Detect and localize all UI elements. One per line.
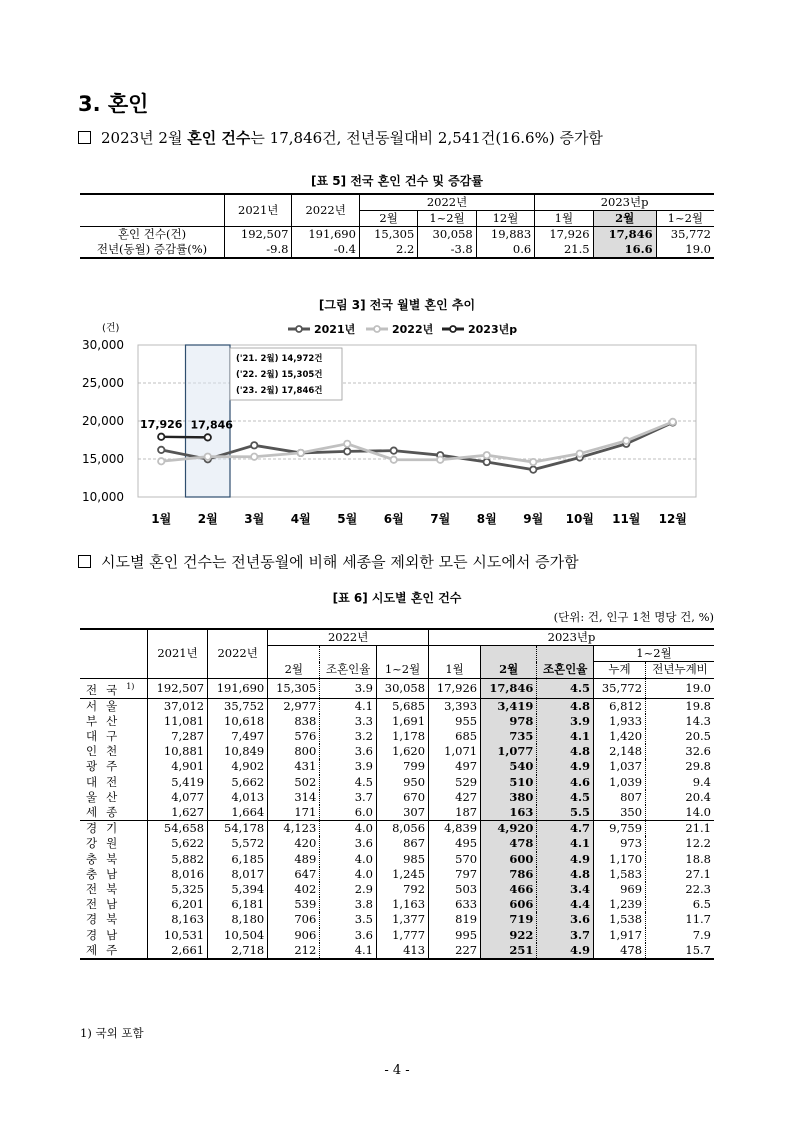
data-point [484,452,490,458]
table-row: 전년(동월) 증감률(%) -9.8 -0.4 2.2 -3.8 0.6 21.5 16.6 19.0 [80,242,714,258]
col-2021: 2021년 [225,194,292,227]
data-point [530,466,536,472]
region-name: 울산 [86,789,127,804]
x-tick-label: 11월 [612,512,641,526]
data-point [344,448,350,454]
region-name: 인천 [86,744,127,759]
table-row: 충북 5,882 6,185 489 4.0 985 570 600 4.9 1,170 18.8 [80,852,714,867]
y-tick-label: 20,000 [82,414,124,428]
annotation-box [230,348,342,400]
data-label: 17,926 [140,417,183,431]
x-tick-label: 12월 [658,512,687,526]
x-tick-label: 6월 [383,512,404,526]
y-axis-label: (건) [102,323,120,334]
y-tick-label: 30,000 [82,338,124,352]
summary-paragraph: 2023년 2월 혼인 건수는 17,846건, 전년동월대비 2,541건(16.6%) 증가함 [78,127,603,148]
section-title: 3. 혼인 [78,92,149,116]
y-tick-label: 15,000 [82,452,124,466]
x-tick-label: 9월 [523,512,544,526]
region-name: 제주 [86,942,127,957]
footnote: 1) 국외 포함 [80,1026,144,1040]
data-point [205,434,211,440]
chart-legend [288,322,517,336]
legend-label: 2021년 [314,323,356,336]
table-row: 대구 7,287 7,497 576 3.2 1,178 685 735 4.1 1,420 20.5 [80,729,714,744]
y-tick-label: 10,000 [82,490,124,504]
table-row: 경남 10,531 10,504 906 3.6 1,777 995 922 3.7 1,917 7.9 [80,928,714,943]
data-point [391,447,397,453]
group-2022: 2022년 [359,194,534,211]
table5: 2021년 2022년 2022년 2023년p 2월 1~2월 12월 1월 2월 1~2월 혼인 건수(건) 192,507 191,690 15,305 30,058 19,883 17,926 17,846 35,772 전년(동월) 증감률(%) -9.8 -0.4 2.2 -3.8 0.6 21.5 16.6 19.0 [80,193,714,259]
x-tick-label: 3월 [244,512,265,526]
table-row: 전국$^{1)}$ 192,507 191,690 15,305 3.9 30,058 17,926 17,846 4.5 35,772 19.0 [80,678,714,698]
data-point [530,459,536,465]
data-point [158,458,164,464]
group-2023: 2023년p [535,194,714,211]
x-tick-label: 5월 [337,512,358,526]
data-point [577,450,583,456]
region-name: 충남 [86,866,127,881]
checkbox-square-icon [78,555,91,568]
region-name: 강원 [86,836,127,851]
y-tick-label: 25,000 [82,376,124,390]
region-name: 경기 [80,821,148,837]
data-point [205,453,211,459]
data-label: 17,846 [190,418,233,432]
annotation-2021: ('21. 2월) 14,972건 [236,354,323,364]
table-row: 부산 11,081 10,618 838 3.3 1,691 955 978 3.9 1,933 14.3 [80,714,714,729]
table6-unit: (단위: 건, 인구 1천 명당 건, %) [553,610,714,624]
region-name: 대전 [86,774,127,789]
region-name: 경북 [86,912,127,927]
data-point [437,457,443,463]
monthly-marriage-chart [70,315,720,530]
data-point [391,457,397,463]
region-name: 전국$^{1)}$ [86,681,135,697]
keyword: 혼인 건수 [187,129,251,147]
region-name: 서울 [80,698,148,714]
data-point [251,442,257,448]
legend-label: 2022년 [392,323,434,336]
data-point [298,450,304,456]
x-tick-label: 4월 [290,512,311,526]
table-row: 혼인 건수(건) 192,507 191,690 15,305 30,058 19,883 17,926 17,846 35,772 [80,227,714,243]
region-paragraph: 시도별 혼인 건수는 전년동월에 비해 세종을 제외한 모든 시도에서 증가함 [78,551,579,572]
region-name: 전북 [86,882,127,897]
table-row: 울산 4,077 4,013 314 3.7 670 427 380 4.5 807 20.4 [80,790,714,805]
table-row: 인천 10,881 10,849 800 3.6 1,620 1,071 1,077 4.8 2,148 32.6 [80,744,714,759]
data-point [670,419,676,425]
table-row: 강원 5,622 5,572 420 3.6 867 495 478 4.1 973 12.2 [80,836,714,851]
region-name: 전남 [86,897,127,912]
x-tick-label: 8월 [476,512,497,526]
x-tick-label: 10월 [565,512,594,526]
annotation-2023: ('23. 2월) 17,846건 [236,386,323,396]
data-point [158,447,164,453]
x-tick-label: 1월 [151,512,172,526]
table-row: 경북 8,163 8,180 706 3.5 1,377 819 719 3.6 1,538 11.7 [80,912,714,927]
table-row: 광주 4,901 4,902 431 3.9 799 497 540 4.9 1,037 29.8 [80,759,714,774]
checkbox-square-icon [78,131,91,144]
region-name: 대구 [86,729,127,744]
table-row: 충남 8,016 8,017 647 4.0 1,245 797 786 4.8 1,583 27.1 [80,867,714,882]
table-row: 서울 37,012 35,752 2,977 4.1 5,685 3,393 3,419 4.8 6,812 19.8 [80,698,714,714]
table-row: 전북 5,325 5,394 402 2.9 792 503 466 3.4 969 22.3 [80,882,714,897]
table-row: 제주 2,661 2,718 212 4.1 413 227 251 4.9 478 15.7 [80,943,714,959]
figure3-caption: [그림 3] 전국 월별 혼인 추이 [318,298,476,312]
region-name: 세종 [86,805,127,820]
data-point [623,438,629,444]
col-2022: 2022년 [292,194,359,227]
legend-label: 2023년p [468,323,518,336]
table6: 2021년 2022년 2022년 2023년p 2월 조혼인율 1~2월 1월 2월 조혼인율 1~2월 누계 전년누계비 전국$^{1)}$ 192,507 191,690 15,305 3.9 30,058 17,926 17,846 4.5 35,772 19.0 서울 37,012 35,752 2,977 4.1 5,685 3,393 3,419 4.8 6,812 19.8 부산 11,081 10,618 838 3.3 1,691 955 978 3.9 1,933 14.3 대구 7,287 7,497 576 3.2 1,178 685 735 4.1 1,420 20.5 인천 10,881 10,849 800 3.6 1,620 1,071 1,077 4.8 2,148 32.6 광주 4,901 4,902 431 3.9 799 497 540 4.9 1,037 29.8 대전 5,419 5,662 502 4.5 950 529 510 4.6 1,039 9.4 울산 4,077 4,013 314 3.7 670 427 380 4.5 807 20.4 세종 1,627 1,664 171 6.0 307 187 163 5.5 350 14.0 경기 54,658 54,178 4,123 4.0 8,056 4,839 4,920 4.7 9,759 21.1 강원 5,622 5,572 420 3.6 867 495 478 4.1 973 12.2 충북 5,882 6,185 489 4.0 985 570 600 4.9 1,170 18.8 충남 8,016 8,017 647 4.0 1,245 797 786 4.8 1,583 27.1 전북 5,325 5,394 402 2.9 792 503 466 3.4 969 22.3 전남 6,201 6,181 539 3.8 1,163 633 606 4.4 1,239 6.5 경북 8,163 8,180 706 3.5 1,377 819 719 3.6 1,538 11.7 경남 10,531 10,504 906 3.6 1,777 995 922 3.7 1,917 7.9 제주 2,661 2,718 212 4.1 413 227 251 4.9 478 15.7 [80,628,714,960]
series-line-2 [161,437,208,438]
data-point [484,459,490,465]
page-number: - 4 - [384,1063,410,1078]
region-name: 부산 [86,713,127,728]
x-tick-label: 7월 [430,512,451,526]
region-name: 경남 [86,927,127,942]
annotation-2022: ('22. 2월) 15,305건 [236,370,323,380]
table-row: 전남 6,201 6,181 539 3.8 1,163 633 606 4.4 1,239 6.5 [80,897,714,912]
table6-caption: [표 6] 시도별 혼인 건수 [332,591,462,605]
region-name: 충북 [86,851,127,866]
data-point [158,434,164,440]
data-point [251,454,257,460]
table-row: 대전 5,419 5,662 502 4.5 950 529 510 4.6 1,039 9.4 [80,775,714,790]
table-row: 세종 1,627 1,664 171 6.0 307 187 163 5.5 350 14.0 [80,805,714,821]
region-name: 광주 [86,759,127,774]
x-tick-label: 2월 [197,512,218,526]
data-point [344,441,350,447]
table-row: 경기 54,658 54,178 4,123 4.0 8,056 4,839 4,920 4.7 9,759 21.1 [80,821,714,837]
table5-caption: [표 5] 전국 혼인 건수 및 증감률 [311,174,483,188]
